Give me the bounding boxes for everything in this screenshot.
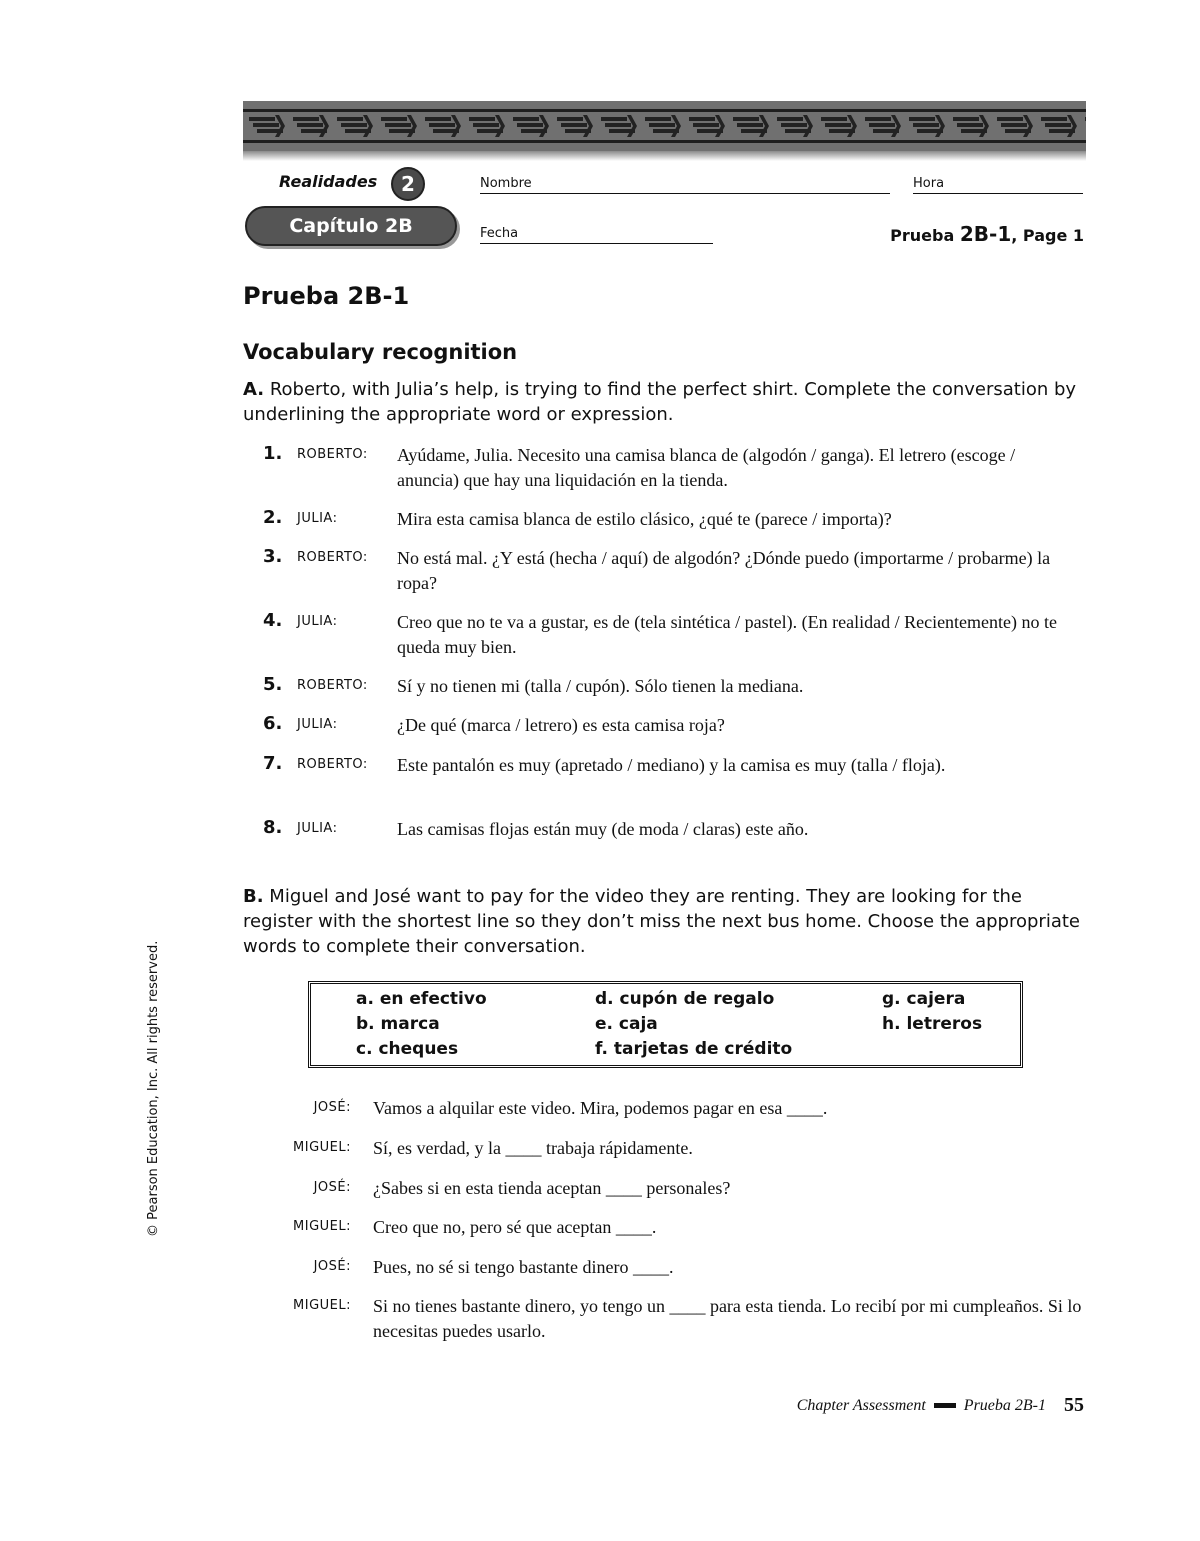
level-badge: 2 — [391, 167, 425, 201]
quiz-page: , Page 1 — [1011, 226, 1084, 245]
item-sentence[interactable]: Las camisas flojas están muy (de moda / claras) este año. — [397, 819, 809, 839]
page-number: 55 — [1064, 1394, 1084, 1416]
name-field[interactable] — [480, 193, 890, 194]
dialogue-speaker: MIGUEL: — [293, 1140, 351, 1155]
name-label: Nombre — [480, 176, 532, 191]
footer-left: Chapter Assessment — [796, 1396, 926, 1414]
item-sentence[interactable]: Sí y no tienen mi (talla / cupón). Sólo tienen la mediana. — [397, 676, 804, 696]
word-bank-item: c. cheques — [356, 1039, 459, 1059]
footer-right: Prueba 2B-1 — [963, 1396, 1046, 1414]
item-number: 6. — [263, 713, 283, 734]
dialogue-speaker: JOSÉ: — [313, 1100, 351, 1115]
item-speaker: ROBERTO: — [297, 447, 368, 462]
item-speaker: ROBERTO: — [297, 550, 368, 565]
dialogue-speaker: MIGUEL: — [293, 1219, 351, 1234]
item-sentence[interactable]: ¿De qué (marca / letrero) es esta camisa roja? — [397, 715, 725, 735]
item-sentence[interactable]: Creo que no te va a gustar, es de (tela sintética / pastel). (En realidad / Recientemente) no te queda muy bien. — [397, 612, 1058, 657]
dialogue-line[interactable]: Sí, es verdad, y la ____ trabaja rápidamente. — [373, 1138, 693, 1158]
chapter-badge: Capítulo 2B — [245, 206, 457, 246]
dialogue-line[interactable]: Si no tienes bastante dinero, yo tengo un ____ para esta tienda. Lo recibí por mi cumpleaños. Si lo necesitas puedes usarlo. — [373, 1296, 1082, 1341]
item-speaker: ROBERTO: — [297, 678, 368, 693]
dialogue-speaker: JOSÉ: — [313, 1180, 351, 1195]
dialogue-speaker: JOSÉ: — [313, 1259, 351, 1274]
section-title: Vocabulary recognition — [243, 340, 518, 364]
hour-field[interactable] — [913, 193, 1083, 194]
dialogue-speaker: MIGUEL: — [293, 1298, 351, 1313]
header-band-shadow — [243, 151, 1086, 161]
brand-label: Realidades — [279, 172, 378, 191]
word-bank — [308, 981, 1023, 1068]
item-number: 1. — [263, 443, 283, 464]
word-bank-item: d. cupón de regalo — [595, 989, 775, 1009]
item-speaker: JULIA: — [297, 821, 338, 836]
footer-divider — [934, 1403, 956, 1408]
quiz-code: 2B-1 — [959, 222, 1012, 246]
item-speaker: JULIA: — [297, 717, 338, 732]
copyright-note: © Pearson Education, Inc. All rights reserved. — [146, 940, 161, 1237]
header-pattern-band — [243, 101, 1086, 151]
item-sentence[interactable]: Mira esta camisa blanca de estilo clásico, ¿qué te (parece / importa)? — [397, 509, 892, 529]
word-bank-item: f. tarjetas de crédito — [595, 1039, 793, 1059]
item-number: 7. — [263, 753, 283, 774]
part-b-instructions — [243, 884, 1083, 959]
part-b-letter: B. — [243, 886, 264, 907]
word-bank-item: b. marca — [356, 1014, 440, 1034]
word-bank-item: a. en efectivo — [356, 989, 487, 1009]
part-a-text: Roberto, with Julia’s help, is trying to find the perfect shirt. Complete the conversation by underlining the appropriate word or expression. — [243, 379, 1077, 425]
quiz-page-tag — [890, 222, 1084, 246]
dialogue-line[interactable]: Creo que no, pero sé que aceptan ____. — [373, 1217, 657, 1237]
item-sentence[interactable]: No está mal. ¿Y está (hecha / aquí) de algodón? ¿Dónde puedo (importarme / probarme) la ropa? — [397, 548, 1051, 593]
item-sentence[interactable]: Este pantalón es muy (apretado / mediano) y la camisa es muy (talla / floja). — [397, 755, 946, 775]
dialogue-line[interactable]: Pues, no sé si tengo bastante dinero ____. — [373, 1257, 674, 1277]
part-b-text: Miguel and José want to pay for the video they are renting. They are looking for the register with the shortest line so they don’t miss the next bus home. Choose the appropriate words to complete their conversation. — [243, 886, 1080, 957]
date-label: Fecha — [480, 226, 519, 241]
word-bank-item: h. letreros — [882, 1014, 983, 1034]
item-number: 8. — [263, 817, 283, 838]
item-speaker: ROBERTO: — [297, 757, 368, 772]
dialogue-line[interactable]: Vamos a alquilar este video. Mira, podemos pagar en esa ____. — [373, 1098, 828, 1118]
page-footer — [797, 1394, 1084, 1417]
part-a-instructions — [243, 377, 1083, 427]
item-sentence[interactable]: Ayúdame, Julia. Necesito una camisa blanca de (algodón / ganga). El letrero (escoge / anuncia) que hay una liquidación en la tienda. — [397, 445, 1016, 490]
dialogue-line[interactable]: ¿Sabes si en esta tienda aceptan ____ personales? — [373, 1178, 731, 1198]
quiz-prefix: Prueba — [890, 226, 955, 245]
item-number: 4. — [263, 610, 283, 631]
item-speaker: JULIA: — [297, 511, 338, 526]
part-a-letter: A. — [243, 379, 265, 400]
decorative-pattern — [243, 101, 1086, 151]
page-title: Prueba 2B-1 — [243, 282, 410, 310]
word-bank-item: e. caja — [595, 1014, 658, 1034]
hour-label: Hora — [913, 176, 945, 191]
item-number: 2. — [263, 507, 283, 528]
item-speaker: JULIA: — [297, 614, 338, 629]
item-number: 3. — [263, 546, 283, 567]
item-number: 5. — [263, 674, 283, 695]
date-field[interactable] — [480, 243, 713, 244]
word-bank-item: g. cajera — [882, 989, 966, 1009]
